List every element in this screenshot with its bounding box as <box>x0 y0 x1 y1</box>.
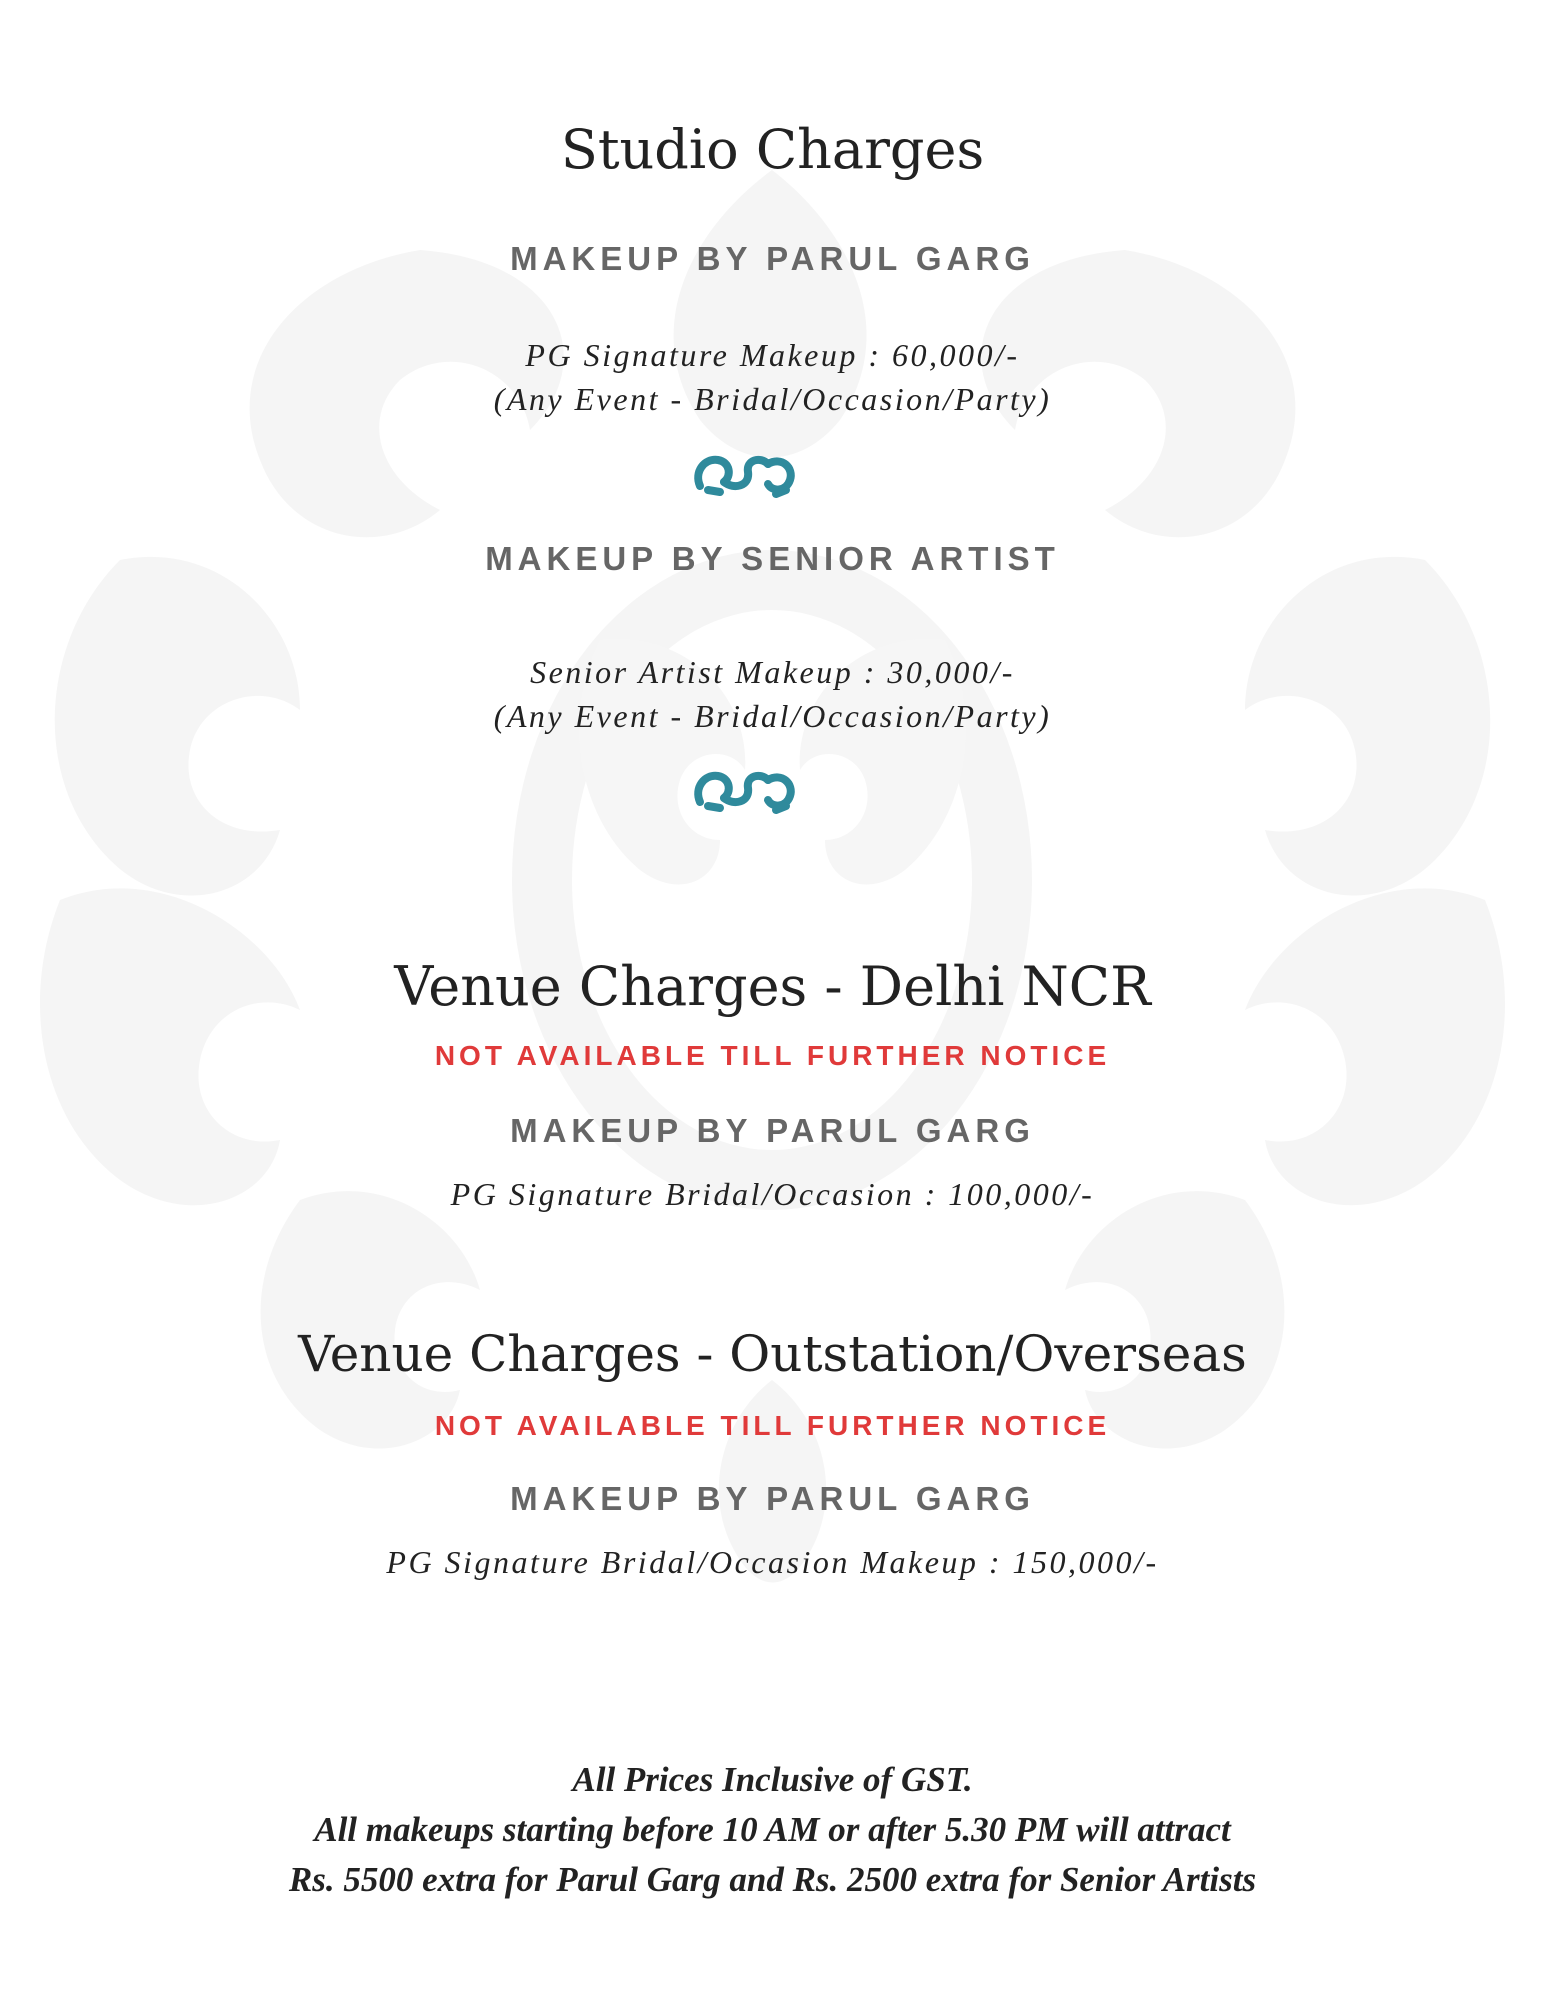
footer-timing-note: All makeups starting before 10 AM or after 5.30 PM will attract <box>314 1810 1231 1849</box>
ornament-divider-icon <box>690 446 800 502</box>
venue-outstation-title: Venue Charges - Outstation/Overseas <box>298 1325 1247 1383</box>
venue-delhi-notice: NOT AVAILABLE TILL FURTHER NOTICE <box>434 1040 1111 1071</box>
studio-senior-note: (Any Event - Bridal/Occasion/Party) <box>493 698 1052 734</box>
studio-pg-heading: MAKEUP BY PARUL GARG <box>510 240 1035 277</box>
venue-outstation-heading: MAKEUP BY PARUL GARG <box>510 1480 1035 1517</box>
venue-outstation-price: PG Signature Bridal/Occasion Makeup : 150,000/- <box>386 1544 1159 1580</box>
footer-gst-note: All Prices Inclusive of GST. <box>572 1760 973 1799</box>
studio-senior-price: Senior Artist Makeup : 30,000/- <box>530 654 1015 690</box>
studio-charges-title: Studio Charges <box>560 118 985 181</box>
studio-senior-heading: MAKEUP BY SENIOR ARTIST <box>485 540 1060 577</box>
venue-delhi-title: Venue Charges - Delhi NCR <box>394 955 1151 1018</box>
studio-pg-note: (Any Event - Bridal/Occasion/Party) <box>493 381 1052 417</box>
footer-extra-charges-note: Rs. 5500 extra for Parul Garg and Rs. 2500 extra for Senior Artists <box>288 1860 1257 1899</box>
venue-delhi-heading: MAKEUP BY PARUL GARG <box>510 1112 1035 1149</box>
venue-outstation-notice: NOT AVAILABLE TILL FURTHER NOTICE <box>434 1410 1111 1441</box>
ornament-divider-icon <box>690 762 800 818</box>
venue-delhi-price: PG Signature Bridal/Occasion : 100,000/- <box>450 1176 1095 1212</box>
studio-pg-price: PG Signature Makeup : 60,000/- <box>525 337 1020 373</box>
